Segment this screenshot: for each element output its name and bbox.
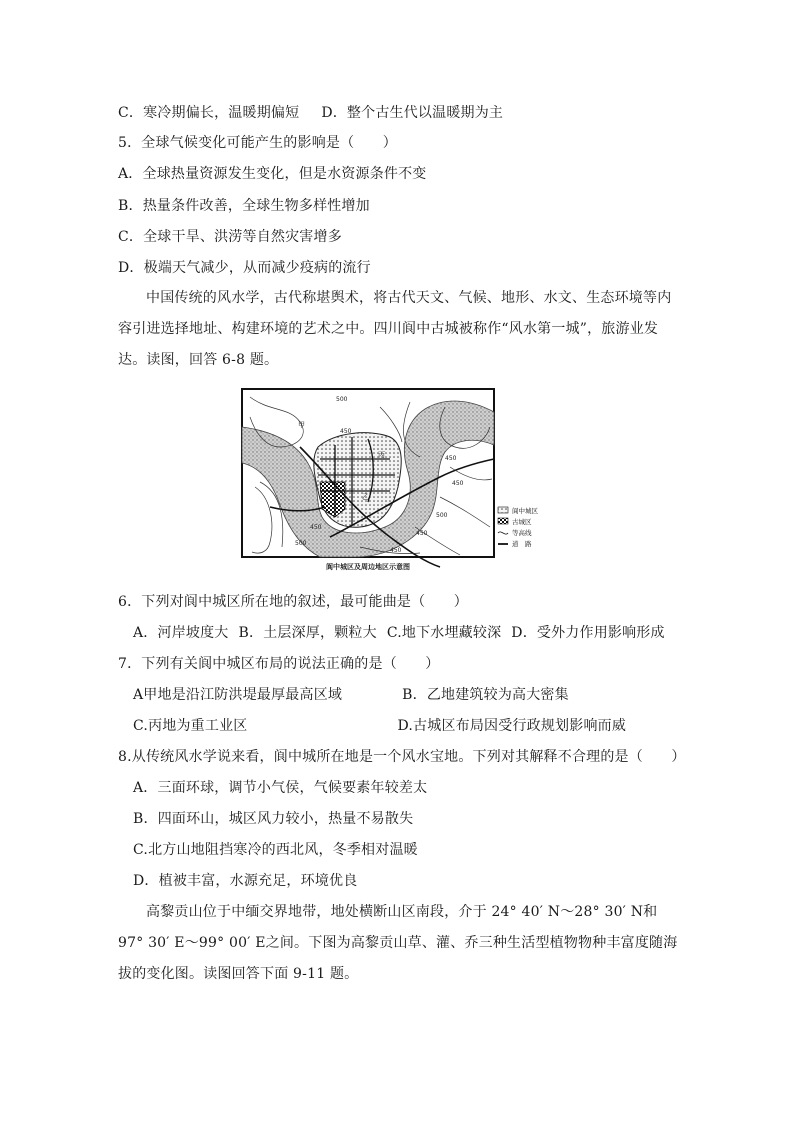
q7-option-d: D.古城区布局因受行政规划影响而威	[397, 718, 627, 734]
q5-option-c: C．全球干旱、洪涝等自然灾害增多	[118, 229, 342, 245]
q5-option-d: D．极端天气减少，从而减少疫病的流行	[118, 260, 371, 276]
contour-label: 500	[295, 540, 307, 547]
q6-option-b: B．土层深厚，颗粒大	[238, 625, 377, 641]
q7-option-b: B．乙地建筑较为高大密集	[402, 687, 569, 703]
q8-option-b: B．四面环山，城区风力较小，热量不易散失	[133, 811, 414, 827]
contour-label: 500	[436, 512, 448, 519]
q4-options-row	[118, 104, 503, 122]
passage-gaoligong: 高黎贡山位于中缅交界地带，地处横断山区南段，介于 24° 40′ N～28° 30′ N和97° 30′ E～99° 00′ E之间。下图为高黎贡山草、灌、乔三种生活型植物物种丰富度随海拔的变化图。读图回答下面 9-11 题。	[118, 904, 678, 982]
map-figure	[240, 387, 556, 577]
q7-options-row-1	[133, 686, 569, 704]
label-bing: 丙	[378, 451, 385, 459]
q5-option-b: B．热量条件改善，全球生物多样性增加	[118, 198, 370, 214]
q7-options-row-2	[133, 717, 626, 735]
q6-options-row	[133, 624, 665, 642]
legend-road: 道 路	[512, 540, 532, 548]
label-jia: 甲	[298, 421, 305, 429]
q7-option-c: C.丙地为重工业区	[133, 718, 248, 734]
q8-option-c: C.北方山地阻挡寒冷的西北风，冬季相对温暖	[133, 842, 418, 858]
q6-option-a: A．河岸坡度大	[133, 625, 229, 641]
contour-label: 450	[445, 455, 457, 462]
legend-oldtown: 古城区	[512, 518, 532, 526]
q7-stem: 7．下列有关阆中城区布局的说法正确的是（ ）	[118, 656, 440, 672]
legend-swatch-oldtown	[498, 518, 508, 524]
q4-option-c: C．寒冷期偏长，温暖期偏短	[118, 105, 300, 121]
q5-option-a: A．全球热量资源发生变化，但是水资源条件不变	[118, 166, 427, 182]
q5-stem: 5．全球气候变化可能产生的影响是（ ）	[118, 135, 397, 151]
map-legend	[498, 506, 539, 548]
q6-option-c: C.地下水埋藏较深	[386, 625, 502, 641]
q6-stem: 6．下列对阆中城区所在地的叙述，最可能曲是（ ）	[118, 594, 468, 610]
contour-label: 450	[340, 428, 352, 435]
map-caption: 阆中城区及周边地区示意图	[326, 563, 410, 571]
contour-label: 450	[390, 547, 402, 554]
contour-label: 450	[310, 524, 322, 531]
contour-label: 450	[416, 530, 428, 537]
label-yi: 乙	[362, 493, 369, 501]
langzhong-map	[240, 387, 556, 577]
q7-option-a: A甲地是沿江防洪堤最厚最高区域	[133, 687, 343, 703]
q8-option-d: D．植被丰富，水源充足，环境优良	[133, 873, 358, 889]
q6-option-d: D．受外力作用影响形成	[511, 625, 665, 641]
passage-langzhong: 中国传统的风水学，古代称堪舆术，将古代天文、气候、地形、水文、生态环境等内容引进选择地址、构建环境的艺术之中。四川阆中古城被称作“风水第一城”，旅游业发达。读图，回答 6-8 题。	[118, 290, 672, 368]
q8-option-a: A．三面环球，调节小气侯，气候要素年较差太	[133, 780, 428, 796]
q8-stem: 8.从传统风水学说来看，阆中城所在地是一个风水宝地。下列对其解释不合理的是（ ）	[118, 749, 686, 765]
legend-swatch-contour	[498, 532, 508, 534]
legend-contour: 等高线	[512, 529, 532, 537]
legend-city: 阆中城区	[512, 507, 538, 515]
contour-label: 500	[336, 396, 348, 403]
contour-label: 450	[452, 480, 464, 487]
legend-swatch-city	[498, 507, 508, 513]
q4-option-d: D．整个古生代以温暖期为主	[321, 105, 504, 121]
